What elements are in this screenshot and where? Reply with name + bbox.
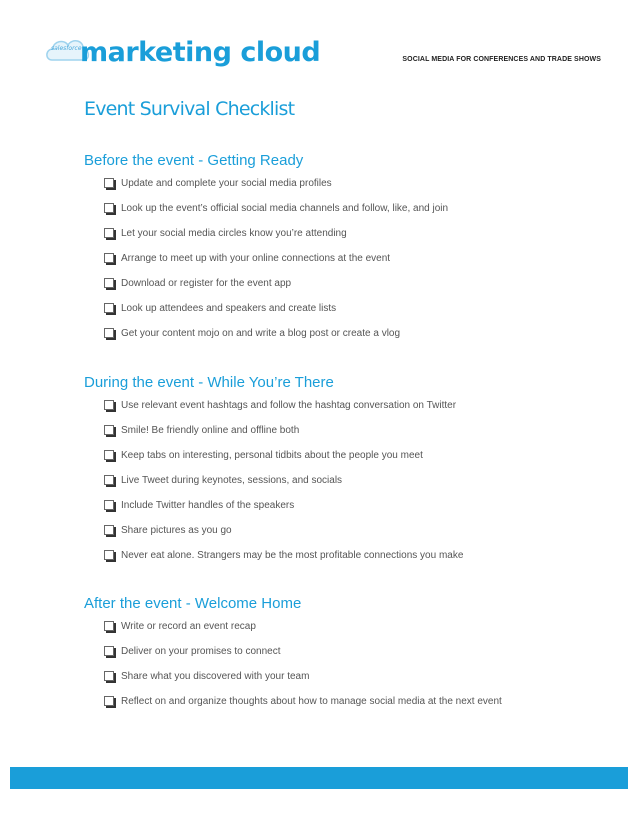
checklist-item bbox=[84, 550, 584, 575]
section-after-event bbox=[84, 595, 584, 721]
checkbox[interactable] bbox=[104, 525, 114, 535]
checkbox[interactable] bbox=[104, 450, 114, 460]
checklist-item-text: Look up the event’s official social media channels and follow, like, and join bbox=[121, 203, 449, 214]
checklist bbox=[84, 178, 584, 353]
page-title: Event Survival Checklist bbox=[84, 98, 295, 120]
checklist-item bbox=[84, 621, 584, 646]
checklist-item bbox=[84, 178, 584, 203]
marketing-cloud-logo bbox=[44, 30, 321, 80]
checklist-item-text: Download or register for the event app bbox=[121, 278, 292, 289]
checklist-item-text: Look up attendees and speakers and create lists bbox=[121, 303, 337, 314]
checklist-item bbox=[84, 400, 584, 425]
checklist-item-text: Live Tweet during keynotes, sessions, and socials bbox=[121, 475, 343, 486]
salesforce-wordmark: salesforce bbox=[51, 45, 82, 52]
checklist-item bbox=[84, 500, 584, 525]
checklist-item bbox=[84, 278, 584, 303]
checklist-item-text: Deliver on your promises to connect bbox=[121, 646, 281, 657]
checklist-item-text: Smile! Be friendly online and offline both bbox=[121, 425, 300, 436]
checklist-item bbox=[84, 450, 584, 475]
section-before-event bbox=[84, 152, 584, 353]
checkbox[interactable] bbox=[104, 228, 114, 238]
checkbox[interactable] bbox=[104, 328, 114, 338]
checklist bbox=[84, 621, 584, 721]
section-heading: After the event - Welcome Home bbox=[84, 595, 302, 612]
checkbox[interactable] bbox=[104, 400, 114, 410]
checkbox[interactable] bbox=[104, 646, 114, 656]
checkbox[interactable] bbox=[104, 425, 114, 435]
checklist-item-text: Reflect on and organize thoughts about how to manage social media at the next event bbox=[121, 696, 502, 707]
checklist-item bbox=[84, 646, 584, 671]
checklist-item bbox=[84, 425, 584, 450]
checkbox[interactable] bbox=[104, 303, 114, 313]
checklist-item-text: Share what you discovered with your team bbox=[121, 671, 310, 682]
checklist-item bbox=[84, 203, 584, 228]
checklist-item bbox=[84, 671, 584, 696]
checklist-item bbox=[84, 328, 584, 353]
header-tagline: SOCIAL MEDIA FOR CONFERENCES AND TRADE SHOWS bbox=[402, 56, 601, 63]
checklist-item-text: Arrange to meet up with your online connections at the event bbox=[121, 253, 391, 264]
checkbox[interactable] bbox=[104, 621, 114, 631]
checklist-item-text: Update and complete your social media profiles bbox=[121, 178, 332, 189]
checklist-item bbox=[84, 253, 584, 278]
brand-name: marketing cloud bbox=[80, 37, 321, 68]
checkbox[interactable] bbox=[104, 550, 114, 560]
checkbox[interactable] bbox=[104, 278, 114, 288]
checkbox[interactable] bbox=[104, 475, 114, 485]
checklist-item-text: Get your content mojo on and write a blog post or create a vlog bbox=[121, 328, 401, 339]
checkbox[interactable] bbox=[104, 253, 114, 263]
page-header bbox=[0, 0, 638, 90]
checklist-item-text: Share pictures as you go bbox=[121, 525, 232, 536]
checklist-item bbox=[84, 228, 584, 253]
checkbox[interactable] bbox=[104, 500, 114, 510]
checklist-item-text: Use relevant event hashtags and follow the hashtag conversation on Twitter bbox=[121, 400, 457, 411]
checklist-item bbox=[84, 525, 584, 550]
checklist-item-text: Never eat alone. Strangers may be the most profitable connections you make bbox=[121, 550, 464, 561]
section-during-event bbox=[84, 374, 584, 575]
checklist-item-text: Keep tabs on interesting, personal tidbits about the people you meet bbox=[121, 450, 423, 461]
section-heading: During the event - While You’re There bbox=[84, 374, 334, 391]
checkbox[interactable] bbox=[104, 203, 114, 213]
section-heading: Before the event - Getting Ready bbox=[84, 152, 304, 169]
checklist-item bbox=[84, 475, 584, 500]
footer-bar bbox=[10, 767, 628, 789]
checklist bbox=[84, 400, 584, 575]
checklist-item bbox=[84, 303, 584, 328]
checklist-item-text: Write or record an event recap bbox=[121, 621, 256, 632]
checklist-item-text: Include Twitter handles of the speakers bbox=[121, 500, 295, 511]
checklist-item-text: Let your social media circles know you’re attending bbox=[121, 228, 347, 239]
checkbox[interactable] bbox=[104, 671, 114, 681]
checkbox[interactable] bbox=[104, 696, 114, 706]
checkbox[interactable] bbox=[104, 178, 114, 188]
checklist-item bbox=[84, 696, 584, 721]
